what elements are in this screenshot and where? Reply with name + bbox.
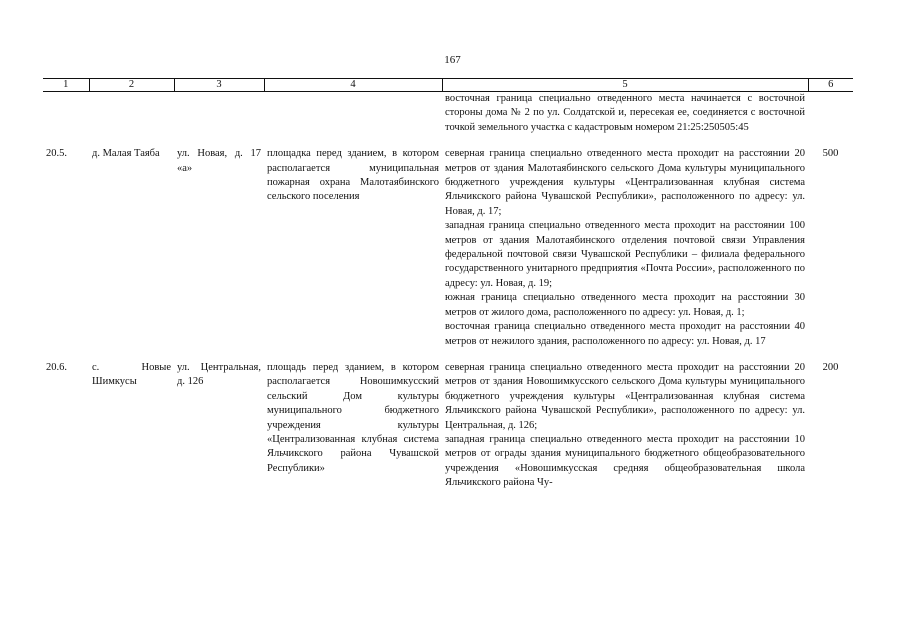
place-description: площадка перед зданием, в котором располагается муниципальная пожарная охрана Малотаябинского сельского поселения	[267, 148, 439, 203]
boundary-west: западная граница специально отведенного места проходит на расстоянии 100 метров от здания Малотаябинского отделения почтовой связи Управления федеральной почтовой связи Чувашской Республики – филиала федерального государственного унитарного предприятия «Почта России», расположенного по адресу: ул. Новая, д. 19;	[445, 220, 805, 289]
header-col-2: 2	[89, 79, 174, 92]
boundary-description	[442, 349, 808, 491]
table-row	[43, 349, 853, 491]
settlement: д. Малая Таяба	[92, 148, 160, 160]
header-col-4: 4	[264, 79, 442, 92]
page-number: 167	[444, 54, 461, 66]
header-col-1: 1	[43, 79, 89, 92]
header-col-6: 6	[808, 79, 853, 92]
boundary-west: западная граница специально отведенного места проходит на расстоянии 10 метров от ограды здания муниципального бюджетного общеобразовательного учреждения «Новошимкусская средняя общеобразовательная школа Яльчикского района Чу-	[445, 433, 805, 489]
area-value: 500	[822, 148, 839, 160]
boundary-south: южная граница специально отведенного места проходит на расстоянии 30 метров от жилого дома, расположенного по адресу: ул. Новая, д. 1;	[445, 292, 805, 318]
boundary-description	[442, 135, 808, 349]
row-number: 20.5.	[46, 148, 67, 160]
header-row	[43, 79, 853, 92]
header-col-3: 3	[174, 79, 264, 92]
settlement: с. Новые Шимкусы	[92, 361, 171, 388]
address: ул. Центральная, д. 126	[177, 361, 261, 388]
boundary-east: восточная граница специально отведенного места проходит на расстоянии 40 метров от нежилого здания, расположенного по адресу: ул. Новая, д. 17	[445, 321, 805, 347]
place-description: площадь перед зданием, в котором располагается Новошимкусский сельский Дом культуры муниципального бюджетного учреждения культуры «Централизованная клубная система Яльчикского района Чувашской Республики»	[267, 361, 439, 474]
area-value: 200	[822, 361, 839, 373]
header-col-5: 5	[442, 79, 808, 92]
table-row	[43, 135, 853, 349]
row-number: 20.6.	[46, 361, 67, 373]
continuation-row	[43, 92, 853, 136]
boundary-north: северная граница специально отведенного места проходит на расстоянии 20 метров от здания Малотаябинского сельского Дома культуры муниципального бюджетного учреждения культуры «Централизованная клубная система Яльчикского района Чувашской Республики», расположенного по адресу: ул. Новая, д. 17;	[445, 148, 805, 217]
address: ул. Новая, д. 17 «а»	[177, 148, 261, 174]
boundary-north: северная граница специально отведенного места проходит на расстоянии 20 метров от здания Новошимкусского сельского Дома культуры муниципального бюджетного учреждения культуры «Централизованная клубная система Яльчикского района Чувашской Республики», расположенного по адресу: ул. Центральная, д. 126;	[445, 361, 805, 431]
document-table	[43, 78, 853, 491]
continuation-boundary: восточная граница специально отведенного места начинается с восточной стороны дома № 2 по ул. Солдатской и, пересекая ее, соединяется с восточной точкой земельного участка с кадастровым номером 21:25:250505:45	[445, 93, 805, 133]
